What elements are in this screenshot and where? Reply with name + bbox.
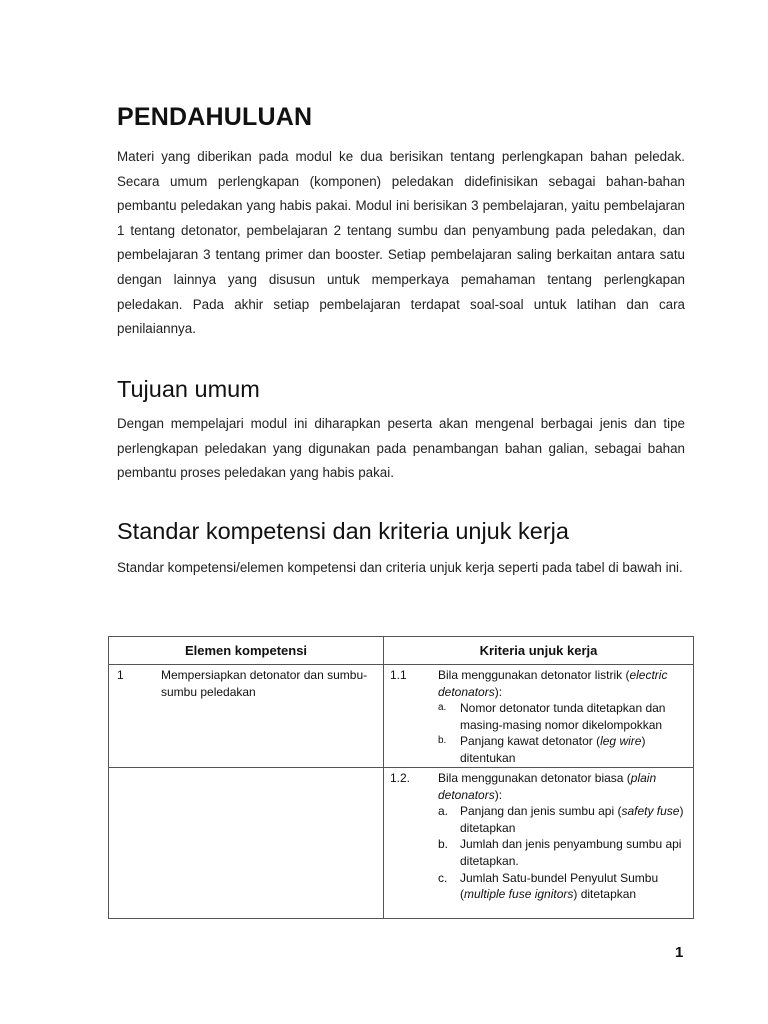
header-kriteria: Kriteria unjuk kerja [384, 637, 694, 665]
kriteria-item: b. Panjang kawat detonator (leg wire) ditentukan [438, 734, 646, 765]
page-number: 1 [675, 944, 684, 961]
kriteria-number: 1.2. [390, 771, 411, 785]
intro-paragraph: Materi yang diberikan pada modul ke dua berisikan tentang perlengkapan bahan peledak. Secara umum perlengkapan (komponen) peledakan didefinisikan sebagai bahan-bahan pembantu peledakan yang habis pakai. Modul ini berisikan 3 pembelajaran, yaitu pembelajaran 1 tentang detonator, pembelajaran 2 tentang sumbu dan penyambung pada peledakan, dan pembelajaran 3 tentang primer dan booster. Setiap pembelajaran saling berkaitan antara satu dengan lainnya yang disusun untuk memperkaya pemahaman tentang perlengkapan peledakan. Pada akhir setiap pembelajaran terdapat soal-soal untuk latihan dan cara penilaiannya. [117, 149, 685, 337]
kriteria-item: b. Jumlah dan jenis penyambung sumbu api ditetapkan. [438, 837, 682, 868]
kriteria-item: c. Jumlah Satu-bundel Penyulut Sumbu (multiple fuse ignitors) ditetapkan [438, 870, 659, 902]
table-row [109, 665, 694, 768]
table-row [109, 768, 694, 919]
section-heading-tujuan: Tujuan umum [117, 376, 260, 402]
section-heading-standar: Standar kompetensi dan kriteria unjuk kerja [117, 518, 569, 544]
standar-paragraph: Standar kompetensi/elemen kompetensi dan criteria unjuk kerja seperti pada tabel di bawah ini. [117, 560, 683, 575]
kriteria-item: a. Panjang dan jenis sumbu api (safety fuse) ditetapkan [438, 804, 684, 835]
elemen-cell-empty [109, 768, 384, 919]
competency-table [108, 636, 694, 919]
kriteria-intro: Bila menggunakan detonator listrik (electric detonators): [438, 668, 668, 699]
kriteria-number: 1.1 [390, 668, 407, 682]
elemen-text: Mempersiapkan detonator dan sumbu-sumbu peledakan [161, 668, 368, 699]
tujuan-paragraph: Dengan mempelajari modul ini diharapkan peserta akan mengenal berbagai jenis dan tipe perlengkapan peledakan yang digunakan pada penambangan bahan galian, sebagai bahan pembantu proses peledakan yang habis pakai. [117, 416, 685, 481]
table-header-row [109, 637, 694, 665]
kriteria-cell [384, 768, 694, 919]
elemen-cell [109, 665, 384, 768]
elemen-number: 1 [117, 668, 124, 682]
kriteria-cell [384, 665, 694, 768]
page-title: PENDAHULUAN [117, 103, 313, 131]
header-elemen: Elemen kompetensi [109, 637, 384, 665]
kriteria-intro: Bila menggunakan detonator biasa (plain detonators): [438, 771, 657, 802]
kriteria-item: a. Nomor detonator tunda ditetapkan dan masing-masing nomor dikelompokkan [438, 701, 666, 732]
